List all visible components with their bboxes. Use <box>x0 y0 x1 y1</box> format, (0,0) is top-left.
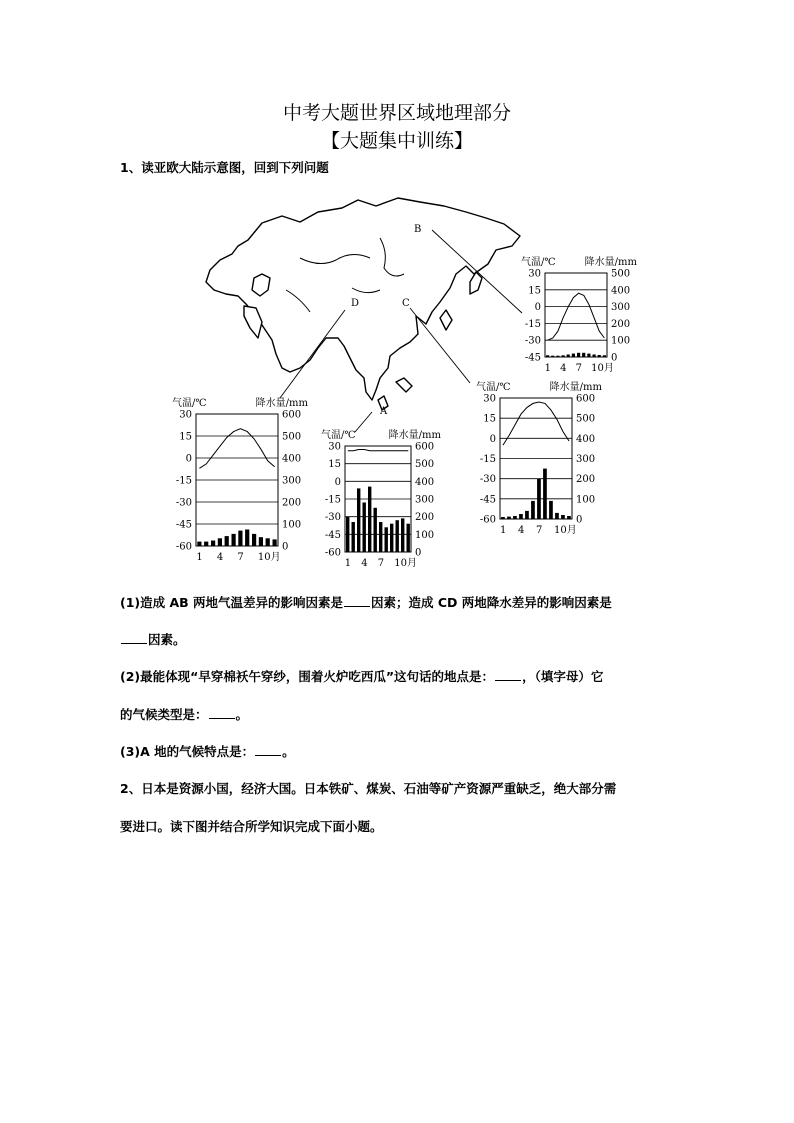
y-left-tick: 0 <box>334 476 341 488</box>
question-1-stem: 1、读亚欧大陆示意图，回到下列问题 <box>120 160 329 175</box>
y-right-tick: 300 <box>576 454 596 465</box>
x-tick: 4 <box>560 363 567 374</box>
y-left-tick: 30 <box>328 441 341 453</box>
map-label-a: A <box>380 406 388 417</box>
y-left-tick: -30 <box>479 474 496 486</box>
eurasia-map <box>206 198 520 410</box>
x-tick: 7 <box>237 552 244 563</box>
y-left-tick: -60 <box>175 541 192 553</box>
x-tick: 10月 <box>554 525 577 536</box>
answer-blank-2[interactable] <box>121 631 147 644</box>
y-left-tick: 0 <box>489 433 496 445</box>
answer-blank-4[interactable] <box>209 706 235 719</box>
precip-bar <box>232 534 236 546</box>
y-left-label: 气温/℃ <box>321 430 356 441</box>
y-right-label: 降水量/mm <box>388 430 441 441</box>
precip-bar <box>204 542 208 546</box>
y-right-tick: 100 <box>576 494 596 506</box>
question-1-part-1-line-1 <box>120 593 612 611</box>
precip-bar <box>357 488 360 552</box>
precip-bar <box>525 511 529 519</box>
x-tick: 10月 <box>257 552 281 563</box>
precip-bar <box>273 539 277 546</box>
y-right-tick: 200 <box>576 474 596 486</box>
q1-p1-text-c: 因素。 <box>148 632 186 647</box>
y-right-tick: 500 <box>415 459 435 471</box>
precip-bar <box>546 355 549 357</box>
x-tick: 10月 <box>394 558 418 569</box>
precip-bar <box>374 508 377 552</box>
precip-bar <box>396 520 399 552</box>
y-left-tick: 15 <box>179 431 192 443</box>
precip-bar <box>567 516 571 519</box>
y-left-label: 气温/℃ <box>476 382 511 393</box>
precip-bar <box>598 355 601 357</box>
y-left-label: 气温/℃ <box>521 257 556 268</box>
y-right-tick: 0 <box>576 514 583 526</box>
y-right-tick: 500 <box>282 431 302 443</box>
y-left-tick: -15 <box>479 454 496 465</box>
temperature-line <box>199 429 274 469</box>
page-subtitle: 【大题集中训练】 <box>320 130 473 152</box>
precip-bar <box>593 355 596 358</box>
precip-bar <box>537 479 541 519</box>
y-right-tick: 200 <box>282 497 302 509</box>
y-right-label: 降水量/mm <box>584 257 637 268</box>
climate-chart-b <box>521 255 638 374</box>
precip-bar <box>562 355 565 357</box>
climate-chart-d <box>172 396 309 563</box>
precip-bar <box>218 538 222 546</box>
precip-bar <box>225 536 229 546</box>
precip-bar <box>561 515 565 519</box>
q1-p2-text-b: ，（填字母）它 <box>522 669 604 684</box>
q1-p2-text-d: 。 <box>235 707 249 722</box>
precip-bar <box>385 527 388 552</box>
climate-chart-a <box>321 428 442 569</box>
y-left-tick: -30 <box>524 335 541 347</box>
precip-bar <box>572 354 575 357</box>
y-right-tick: 100 <box>415 529 435 541</box>
q1-p3-text-b: 。 <box>282 744 295 759</box>
y-right-tick: 300 <box>415 494 435 506</box>
y-right-tick: 100 <box>611 335 631 347</box>
y-left-tick: -30 <box>324 512 341 524</box>
y-right-tick: 600 <box>415 441 435 453</box>
y-right-tick: 0 <box>611 352 618 364</box>
temperature-line <box>348 450 409 451</box>
y-left-tick: 30 <box>483 393 496 405</box>
precip-bar <box>259 537 263 546</box>
y-left-tick: -15 <box>175 475 192 487</box>
question-1-part-3 <box>120 742 295 760</box>
precip-bar <box>513 516 517 519</box>
question-1-part-2-line-2 <box>120 705 248 723</box>
y-right-tick: 200 <box>415 512 435 524</box>
x-tick: 1 <box>344 558 352 569</box>
answer-blank-3[interactable] <box>495 668 521 681</box>
y-right-tick: 400 <box>282 453 302 465</box>
y-left-tick: -60 <box>324 547 341 559</box>
precip-bar <box>379 522 382 552</box>
map-label-b: B <box>414 224 422 235</box>
map-label-d: D <box>351 298 360 309</box>
y-left-tick: -45 <box>479 494 496 506</box>
answer-blank-1[interactable] <box>344 594 370 607</box>
y-right-tick: 300 <box>611 302 631 314</box>
precip-bar <box>346 517 349 552</box>
precip-bar <box>587 354 590 357</box>
y-right-tick: 500 <box>611 268 631 280</box>
precip-bar <box>245 530 249 547</box>
question-1-part-1-line-2 <box>120 630 186 648</box>
precip-bar <box>266 538 270 546</box>
y-right-tick: 200 <box>611 318 631 330</box>
x-tick: 4 <box>361 558 368 569</box>
y-right-tick: 400 <box>611 285 631 297</box>
precip-bar <box>519 514 523 519</box>
y-left-label: 气温/℃ <box>172 398 207 409</box>
climate-chart-c <box>476 380 603 536</box>
x-tick: 7 <box>536 525 543 536</box>
precip-bar <box>603 355 606 357</box>
y-left-tick: 15 <box>483 413 496 425</box>
x-tick: 4 <box>518 525 525 536</box>
precip-bar <box>252 534 256 546</box>
x-tick: 1 <box>196 552 203 563</box>
y-left-tick: -45 <box>175 519 192 531</box>
y-left-tick: -60 <box>479 514 496 526</box>
y-left-tick: 30 <box>528 268 541 280</box>
precip-bar <box>582 353 585 357</box>
precip-bar <box>363 503 366 553</box>
precip-bar <box>551 356 554 357</box>
page-title: 中考大题世界区域地理部分 <box>282 102 511 124</box>
y-left-tick: 30 <box>179 409 192 421</box>
y-left-tick: -15 <box>324 494 341 506</box>
y-right-tick: 300 <box>282 475 302 487</box>
y-left-tick: 0 <box>534 302 541 314</box>
precip-bar <box>211 541 215 547</box>
answer-blank-5[interactable] <box>255 743 281 756</box>
y-left-tick: -45 <box>324 529 341 541</box>
y-right-tick: 400 <box>415 476 435 488</box>
x-tick: 1 <box>544 363 551 374</box>
precip-bar <box>531 501 535 519</box>
y-right-tick: 0 <box>415 547 422 559</box>
precip-bar <box>556 356 559 357</box>
q1-p3-text-a: (3)A 地的气候特点是： <box>120 744 255 759</box>
x-tick: 10月 <box>591 363 614 374</box>
question-2-line-2: 要进口。读下图并结合所学知识完成下面小题。 <box>120 819 383 834</box>
precip-bar <box>507 517 511 519</box>
y-right-tick: 600 <box>576 393 596 405</box>
precip-bar <box>401 518 404 552</box>
question-1-part-2-line-1 <box>120 667 603 685</box>
precip-bar <box>549 501 553 519</box>
y-right-label: 降水量/mm <box>255 398 308 409</box>
y-right-tick: 400 <box>576 433 596 445</box>
y-right-tick: 0 <box>282 541 289 553</box>
x-tick: 7 <box>377 558 385 569</box>
y-left-tick: 0 <box>185 453 192 465</box>
map-label-c: C <box>402 298 410 309</box>
precip-bar <box>407 524 410 552</box>
precip-bar <box>543 469 547 519</box>
precip-bar <box>368 487 371 552</box>
precip-bar <box>577 353 580 357</box>
y-right-tick: 600 <box>282 409 302 421</box>
precip-bar <box>390 524 393 552</box>
chart-frame <box>545 273 607 357</box>
y-right-tick: 500 <box>576 413 596 425</box>
x-tick: 7 <box>575 363 582 374</box>
precip-bar <box>501 517 505 519</box>
q1-p1-text-a: (1)造成 AB 两地气温差异的影响因素是 <box>120 595 344 610</box>
q1-p2-text-c: 的气候类型是： <box>120 707 208 722</box>
x-tick: 4 <box>216 552 224 563</box>
precip-bar <box>238 531 242 546</box>
y-left-tick: 15 <box>328 459 341 471</box>
temperature-line <box>548 293 605 340</box>
q1-p1-text-b: 因素；造成 CD 两地降水差异的影响因素是 <box>371 595 612 610</box>
precip-bar <box>197 542 201 546</box>
y-left-tick: -45 <box>524 352 541 364</box>
y-left-tick: -30 <box>175 497 192 509</box>
precip-bar <box>567 355 570 358</box>
precip-bar <box>555 513 559 519</box>
precip-bar <box>352 522 355 552</box>
question-2-line-1: 2、日本是资源小国，经济大国。日本铁矿、煤炭、石油等矿产资源严重缺乏，绝大部分需 <box>120 781 617 796</box>
y-left-tick: 15 <box>528 285 541 297</box>
q1-p2-text-a: (2)最能体现“早穿棉袄午穿纱，围着火炉吃西瓜”这句话的地点是： <box>120 669 495 684</box>
y-right-tick: 100 <box>282 519 302 531</box>
y-left-tick: -15 <box>524 318 541 330</box>
y-right-label: 降水量/mm <box>549 382 602 393</box>
eurasia-figure <box>0 178 794 608</box>
x-tick: 1 <box>500 525 507 536</box>
